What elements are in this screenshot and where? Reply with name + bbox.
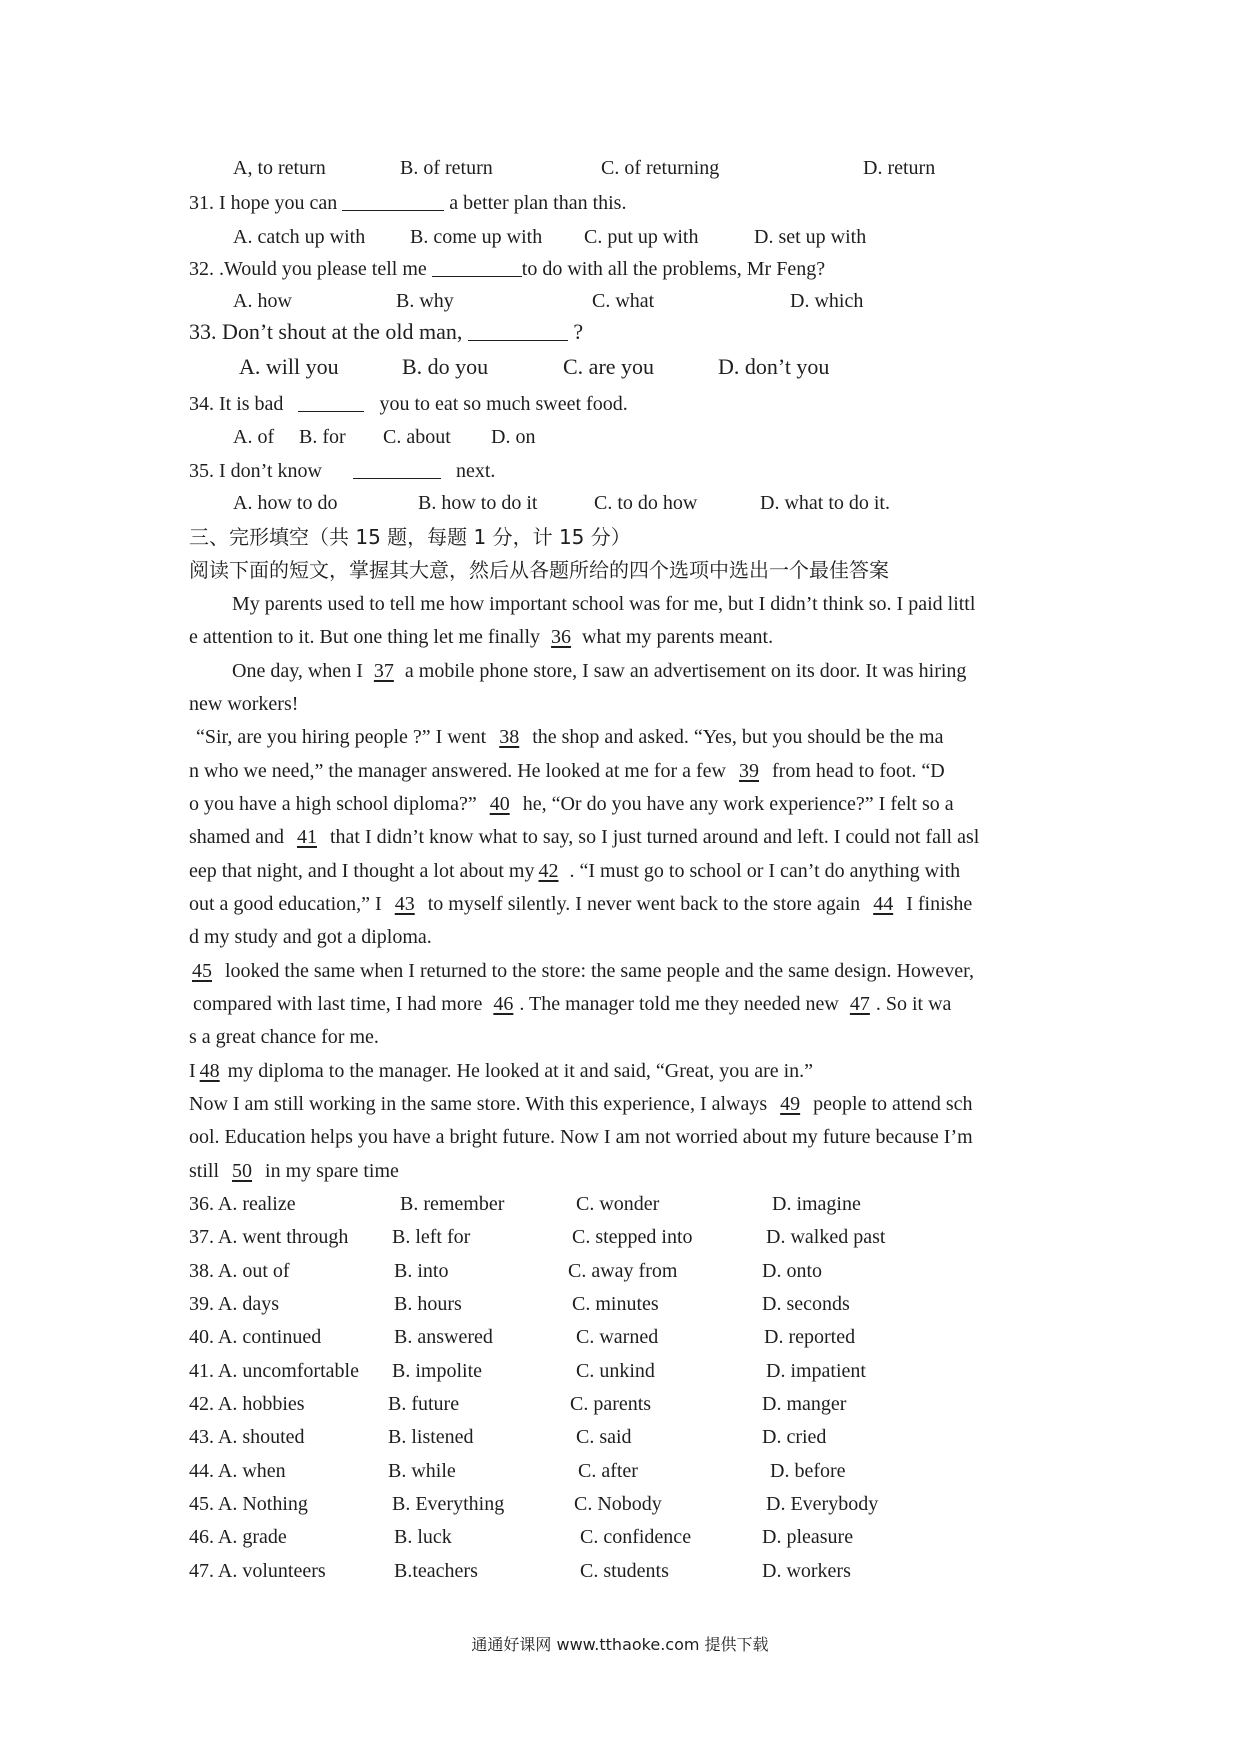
option-c: C. wonder <box>576 1193 660 1215</box>
option-b: B. left for <box>392 1226 471 1248</box>
option-b: B. future <box>388 1393 460 1415</box>
option-d: D. on <box>491 426 536 448</box>
option-a: 39. A. days <box>189 1293 279 1315</box>
option-a: A. will you <box>239 354 339 379</box>
option-b: B. why <box>396 290 454 312</box>
option-a: A. how <box>233 290 292 312</box>
cloze-options-row <box>0 1256 1240 1286</box>
question-34-stem: 34. It is bad <box>189 393 284 415</box>
option-b: B. how to do it <box>418 492 538 514</box>
q32-options <box>0 286 1240 316</box>
passage-line <box>189 622 773 652</box>
blank-44: 44 <box>873 893 894 915</box>
option-d: D. manger <box>762 1393 847 1415</box>
passage-text: to myself silently. I never went back to the store again <box>427 893 861 915</box>
passage-text: compared with last time, I had more <box>193 993 483 1015</box>
passage-text: eep that night, and I thought a lot about my <box>189 860 535 882</box>
passage-text: in my spare time <box>265 1160 399 1182</box>
option-c: C. stepped into <box>572 1226 693 1248</box>
option-a: A. how to do <box>233 492 338 514</box>
blank-38: 38 <box>499 726 520 748</box>
passage-line <box>189 889 972 919</box>
blank-47: 47 <box>849 993 870 1015</box>
option-d: D. seconds <box>762 1293 850 1315</box>
option-a: 44. A. when <box>189 1460 286 1482</box>
option-d: D. onto <box>762 1260 822 1282</box>
question-33-stem: 33. Don’t shout at the old man, <box>189 319 463 344</box>
passage-text: . So it wa <box>875 993 952 1015</box>
option-d: D. walked past <box>766 1226 886 1248</box>
passage-text: shamed and <box>189 826 284 848</box>
passage-line <box>192 956 974 986</box>
passage-line <box>189 789 954 819</box>
option-d: D. workers <box>762 1560 851 1582</box>
option-c: C. put up with <box>584 226 699 248</box>
question-32 <box>189 254 825 284</box>
option-c: C. to do how <box>594 492 698 514</box>
option-c: C. Nobody <box>574 1493 662 1515</box>
option-b: B. come up with <box>410 226 543 248</box>
question-31-stem-end: a better plan than this. <box>449 192 627 214</box>
passage-line <box>189 1156 399 1186</box>
option-b: B. listened <box>388 1426 474 1448</box>
cloze-options-row <box>0 1389 1240 1419</box>
question-31-stem: 31. I hope you can <box>189 192 338 214</box>
option-b: B. while <box>388 1460 456 1482</box>
option-b: B. remember <box>400 1193 505 1215</box>
question-32-stem-end: to do with all the problems, Mr Feng? <box>521 258 826 280</box>
option-d: D. which <box>790 290 864 312</box>
blank-48: 48 <box>199 1060 220 1082</box>
option-c: C. are you <box>563 354 655 379</box>
blank-42: 42 <box>538 860 559 882</box>
blank-50: 50 <box>232 1160 253 1182</box>
option-b: B. luck <box>394 1526 452 1548</box>
question-34 <box>189 389 628 419</box>
question-35 <box>189 456 495 486</box>
blank-41: 41 <box>296 826 317 848</box>
answer-blank <box>342 190 444 211</box>
option-d: D. what to do it. <box>760 492 890 514</box>
blank-45: 45 <box>192 960 212 982</box>
option-d: D. don’t you <box>718 354 830 379</box>
option-a: 38. A. out of <box>189 1260 290 1282</box>
passage-text: n who we need,” the manager answered. He looked at me for a few <box>189 760 726 782</box>
option-a: 40. A. continued <box>189 1326 322 1348</box>
cloze-options-row <box>0 1489 1240 1519</box>
option-b: B.teachers <box>394 1560 478 1582</box>
option-a: 47. A. volunteers <box>189 1560 326 1582</box>
option-b: B. answered <box>394 1326 493 1348</box>
option-a: 42. A. hobbies <box>189 1393 305 1415</box>
blank-46: 46 <box>493 993 514 1015</box>
page-footer: 通通好课网 www.tthaoke.com 提供下载 <box>471 1635 769 1654</box>
question-32-stem: 32. .Would you please tell me <box>189 258 427 280</box>
option-c: C. said <box>576 1426 632 1448</box>
question-33-stem-end: ? <box>573 319 584 344</box>
passage-text: a mobile phone store, I saw an advertisement on its door. It was hiring <box>404 660 967 682</box>
option-b: B. impolite <box>392 1360 482 1382</box>
cloze-options-row <box>0 1222 1240 1252</box>
q35-options <box>0 488 1240 518</box>
passage-line <box>193 989 951 1019</box>
passage-text: “Sir, are you hiring people ?” I went <box>196 726 487 748</box>
q33-options <box>0 351 1240 383</box>
cloze-options-row <box>0 1556 1240 1586</box>
option-c: C. unkind <box>576 1360 655 1382</box>
passage-text: I <box>189 1060 196 1082</box>
option-a: 37. A. went through <box>189 1226 349 1248</box>
passage-text: the shop and asked. “Yes, but you should be the ma <box>532 726 944 748</box>
blank-49: 49 <box>780 1093 801 1115</box>
passage-text: from head to foot. “D <box>772 760 945 782</box>
option-a: 36. A. realize <box>189 1193 296 1215</box>
option-c: C. students <box>580 1560 669 1582</box>
blank-39: 39 <box>739 760 759 782</box>
question-35-stem-end: next. <box>455 460 496 482</box>
cloze-options-row <box>0 1289 1240 1319</box>
option-d: D. reported <box>764 1326 856 1348</box>
option-c: C. away from <box>568 1260 678 1282</box>
passage-line <box>189 1056 813 1086</box>
option-b: B. into <box>394 1260 449 1282</box>
passage-line <box>232 656 966 686</box>
blank-37: 37 <box>373 660 394 682</box>
option-a: A. catch up with <box>233 226 366 248</box>
option-a: 45. A. Nothing <box>189 1493 308 1515</box>
cloze-options-row <box>0 1356 1240 1386</box>
passage-text: what my parents meant. <box>582 626 774 648</box>
passage-text: looked the same when I returned to the store: the same people and the same design. However, <box>225 960 974 982</box>
option-d: D. return <box>863 157 936 179</box>
blank-43: 43 <box>394 893 415 915</box>
passage-line <box>189 856 960 886</box>
option-a: A. of <box>233 426 275 448</box>
option-a: 46. A. grade <box>189 1526 287 1548</box>
option-b: B. of return <box>400 157 493 179</box>
option-a: A, to return <box>233 157 326 179</box>
option-d: D. pleasure <box>762 1526 854 1548</box>
option-d: D. impatient <box>766 1360 866 1382</box>
passage-line: My parents used to tell me how important school was for me, but I didn’t think so. I paid littl <box>232 593 976 615</box>
cloze-options-row <box>0 1522 1240 1552</box>
passage-text: . The manager told me they needed new <box>519 993 839 1015</box>
option-d: D. cried <box>762 1426 827 1448</box>
passage-text: still <box>189 1160 220 1182</box>
cloze-options-row <box>0 1456 1240 1486</box>
answer-blank <box>298 391 364 412</box>
passage-line: s a great chance for me. <box>189 1026 379 1048</box>
section-title: 三、完形填空（共 15 题，每题 1 分，计 15 分） <box>189 525 631 549</box>
answer-blank <box>353 458 441 479</box>
option-d: D. Everybody <box>766 1493 879 1515</box>
passage-line: ool. Education helps you have a bright future. Now I am not worried about my future because I’m <box>189 1126 973 1148</box>
option-a: 41. A. uncomfortable <box>189 1360 359 1382</box>
q30-options <box>0 153 1240 183</box>
option-c: C. minutes <box>572 1293 659 1315</box>
cloze-options-row <box>0 1189 1240 1219</box>
question-35-stem: 35. I don’t know <box>189 460 322 482</box>
answer-blank <box>432 256 522 277</box>
q34-options <box>0 422 1240 452</box>
question-31 <box>189 188 626 218</box>
passage-line <box>196 722 943 752</box>
question-33 <box>189 316 583 348</box>
option-c: C. after <box>578 1460 638 1482</box>
blank-36: 36 <box>551 626 572 648</box>
q31-options <box>0 222 1240 252</box>
option-a: 43. A. shouted <box>189 1426 305 1448</box>
passage-text: out a good education,” I <box>189 893 382 915</box>
option-b: B. do you <box>402 354 489 379</box>
passage-text: e attention to it. But one thing let me finally <box>189 626 541 648</box>
passage-text: One day, when I <box>232 660 363 682</box>
passage-line <box>189 1089 973 1119</box>
option-b: B. Everything <box>392 1493 505 1515</box>
cloze-options-row <box>0 1422 1240 1452</box>
option-c: C. parents <box>570 1393 652 1415</box>
passage-line: new workers! <box>189 693 299 715</box>
passage-line <box>189 756 945 786</box>
passage-text: people to attend sch <box>813 1093 973 1115</box>
option-c: C. about <box>383 426 451 448</box>
section-instruction: 阅读下面的短文，掌握其大意，然后从各题所给的四个选项中选出一个最佳答案 <box>189 558 889 582</box>
option-c: C. of returning <box>601 157 720 179</box>
option-d: D. imagine <box>772 1193 861 1215</box>
cloze-options-row <box>0 1322 1240 1352</box>
answer-blank <box>468 320 568 341</box>
passage-text: Now I am still working in the same store. With this experience, I always <box>189 1093 768 1115</box>
passage-text: he, “Or do you have any work experience?” I felt so a <box>522 793 954 815</box>
option-b: B. hours <box>394 1293 462 1315</box>
passage-text: I finishe <box>906 893 973 915</box>
passage-line <box>189 822 979 852</box>
blank-40: 40 <box>489 793 510 815</box>
passage-line: d my study and got a diploma. <box>189 926 432 948</box>
passage-text: that I didn’t know what to say, so I just turned around and left. I could not fall asl <box>329 826 980 848</box>
question-34-stem-end: you to eat so much sweet food. <box>379 393 628 415</box>
option-c: C. confidence <box>580 1526 692 1548</box>
passage-text: my diploma to the manager. He looked at it and said, “Great, you are in.” <box>227 1060 814 1082</box>
option-c: C. warned <box>576 1326 659 1348</box>
passage-text: . “I must go to school or I can’t do anything with <box>569 860 961 882</box>
option-c: C. what <box>592 290 655 312</box>
option-d: D. before <box>770 1460 846 1482</box>
passage-text: o you have a high school diploma?” <box>189 793 477 815</box>
option-b: B. for <box>299 426 346 448</box>
option-d: D. set up with <box>754 226 867 248</box>
